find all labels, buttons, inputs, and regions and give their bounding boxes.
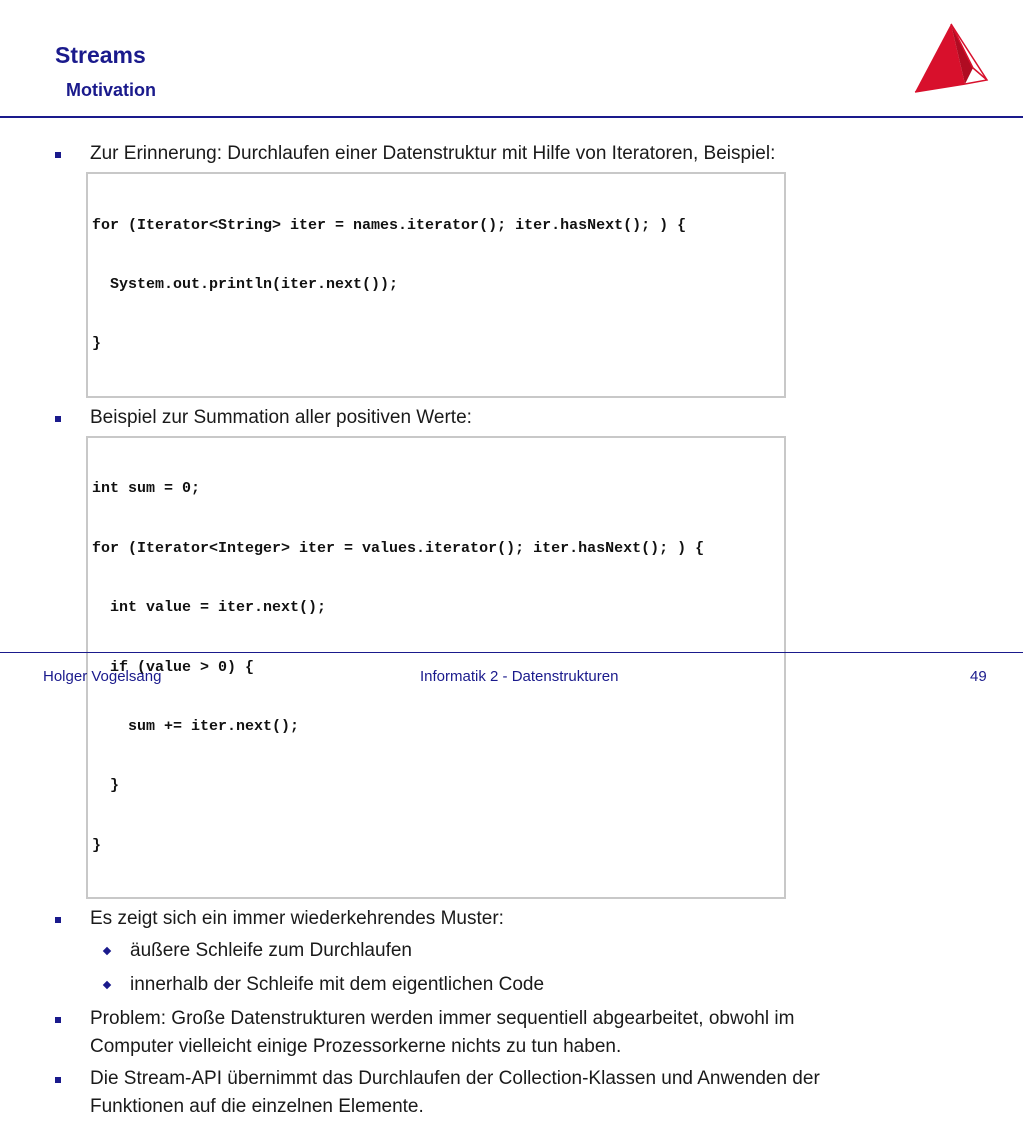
slide-title: Streams bbox=[55, 42, 146, 68]
code-line: if (value > 0) { bbox=[92, 658, 255, 676]
bullet-text: Funktionen auf die einzelnen Elemente. bbox=[90, 1096, 424, 1118]
square-bullet-icon bbox=[55, 917, 61, 923]
sub-bullet-item bbox=[40, 971, 1000, 999]
footer-divider bbox=[0, 652, 1023, 653]
square-bullet-icon bbox=[55, 416, 61, 422]
sub-bullet-text: äußere Schleife zum Durchlaufen bbox=[130, 940, 412, 962]
code-line: } bbox=[92, 836, 102, 854]
bullet-item bbox=[40, 1065, 1000, 1121]
slide-content bbox=[40, 140, 1000, 1125]
bullet-text: Beispiel zur Summation aller positiven Werte: bbox=[90, 406, 472, 428]
footer-author: Holger Vogelsang bbox=[43, 668, 162, 685]
bullet-text: Zur Erinnerung: Durchlaufen einer Datenstruktur mit Hilfe von Iteratoren, Beispiel: bbox=[90, 143, 776, 164]
code-line: } bbox=[92, 777, 120, 795]
bullet-text: Computer vielleicht einige Prozessorkerne nichts zu tun haben. bbox=[90, 1036, 622, 1058]
code-block-iterator bbox=[86, 172, 786, 398]
code-line: System.out.println(iter.next()); bbox=[92, 275, 399, 293]
bullet-item bbox=[40, 404, 1000, 432]
code-line: int value = iter.next(); bbox=[92, 599, 327, 617]
bullet-text: Es zeigt sich ein immer wiederkehrendes Muster: bbox=[90, 908, 504, 930]
footer-course: Informatik 2 - Datenstrukturen bbox=[420, 668, 619, 685]
bullet-item bbox=[40, 905, 1000, 933]
diamond-bullet-icon bbox=[103, 981, 111, 989]
square-bullet-icon bbox=[55, 152, 61, 158]
sub-bullet-item bbox=[40, 937, 1000, 965]
sub-bullet-text: innerhalb der Schleife mit dem eigentlichen Code bbox=[130, 974, 545, 996]
header-divider bbox=[0, 116, 1023, 118]
code-line: for (Iterator<String> iter = names.iterator(); iter.hasNext(); ) { bbox=[92, 216, 687, 234]
bullet-item bbox=[40, 140, 1000, 168]
bullet-item bbox=[40, 1005, 1000, 1061]
page-number: 49 bbox=[970, 668, 987, 685]
bullet-text: Problem: Große Datenstrukturen werden immer sequentiell abgearbeitet, obwohl im bbox=[90, 1008, 795, 1030]
code-line: } bbox=[92, 335, 102, 353]
bullet-text: Die Stream-API übernimmt das Durchlaufen der Collection-Klassen und Anwenden der bbox=[90, 1068, 820, 1090]
square-bullet-icon bbox=[55, 1017, 61, 1023]
code-line: int sum = 0; bbox=[92, 480, 201, 498]
slide-subtitle: Motivation bbox=[66, 80, 156, 100]
sail-logo-icon bbox=[913, 22, 993, 102]
diamond-bullet-icon bbox=[103, 947, 111, 955]
square-bullet-icon bbox=[55, 1077, 61, 1083]
code-line: sum += iter.next(); bbox=[92, 717, 300, 735]
code-line: for (Iterator<Integer> iter = values.iterator(); iter.hasNext(); ) { bbox=[92, 539, 705, 557]
